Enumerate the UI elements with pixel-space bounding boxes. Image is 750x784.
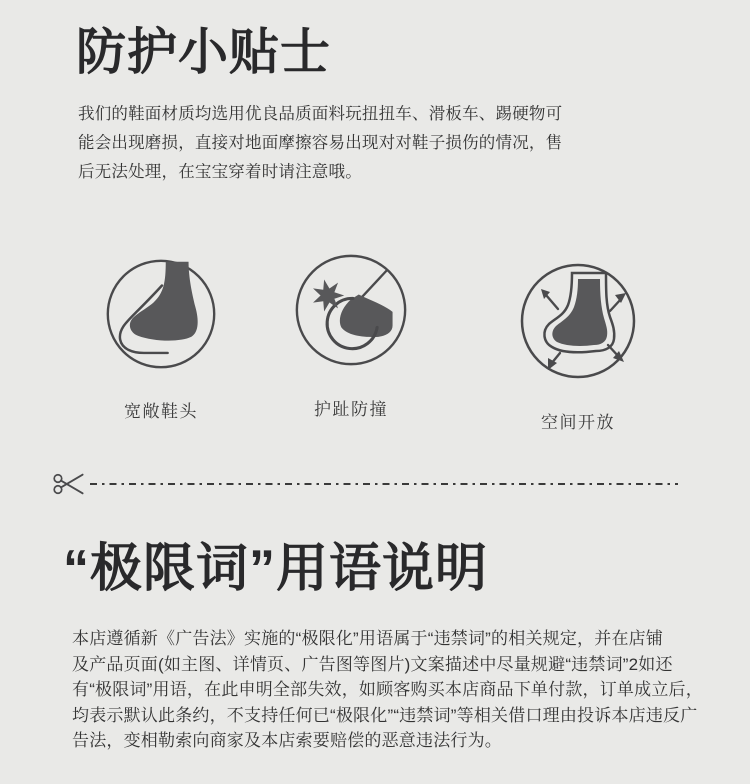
notice-section-body: 本店遵循新《广告法》实施的“极限化”用语属于“违禁词”的相关规定，并在店铺 及产品页面(如主图、详情页、广告图等图片)文案描述中尽量规避“违禁词”2如还 有“极限词”用语，在此申明全部失效，如顾客购买本店商品下单付款，订单成立后， 均表示默认此条约，不支持任何已“极限化”“违禁词”等相关借口理由投诉本店违反广 告法，变相勒索向商家及本店索要赔偿的恶意违法行为。	[72, 629, 703, 750]
toe-guard-icon	[293, 252, 409, 368]
cut-line-divider	[52, 468, 678, 500]
tips-section-title: 防护小贴士	[76, 24, 331, 80]
feature-label: 空间开放	[541, 413, 615, 432]
feature-label: 护趾防撞	[314, 400, 388, 419]
scissors-icon	[52, 470, 86, 498]
tips-section-body: 我们的鞋面材质均选用优良品质面料玩扭扭车、滑板车、踢硬物可 能会出现磨损，直接对地面摩擦容易出现对对鞋子损伤的情况，售 后无法处理，在宝宝穿着时请注意哦。	[78, 105, 563, 181]
notice-section-title: “极限词”用语说明	[63, 540, 489, 598]
open-space-icon	[518, 261, 638, 381]
feature-label: 宽敞鞋头	[124, 402, 198, 421]
wide-toe-icon	[104, 257, 218, 371]
dashed-cut-line	[90, 483, 678, 486]
